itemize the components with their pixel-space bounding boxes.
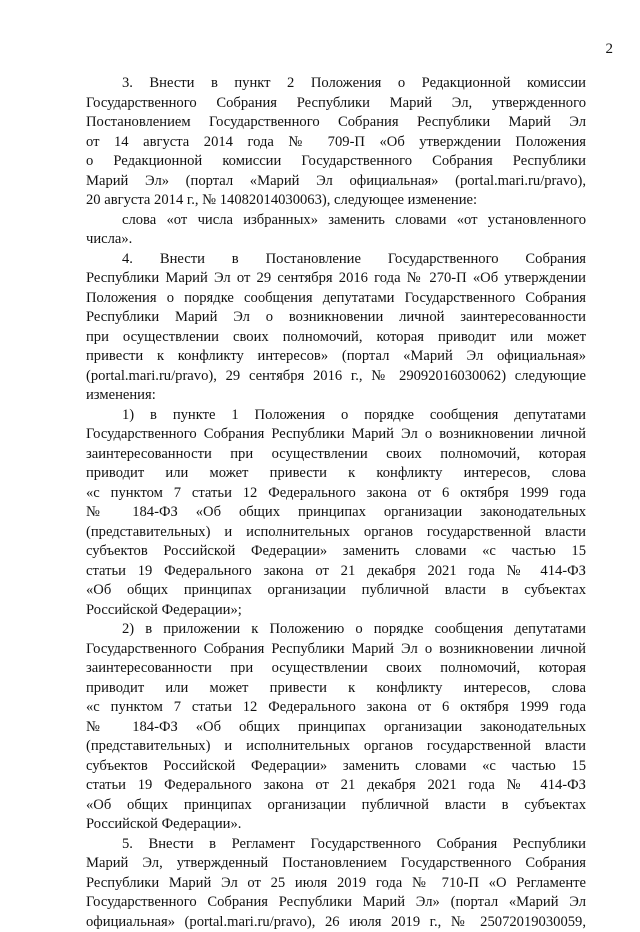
text-line: приводит или может привести к конфликту интересов, слова — [86, 464, 586, 484]
text-line: Республики Марий Эл от 29 сентября 2016 года № 270-П «Об утверждении — [86, 269, 586, 289]
text-line: (представительных) и исполнительных органов государственной власти — [86, 737, 586, 757]
text-line: «Об общих принципах организации публичной власти в субъектах — [86, 581, 586, 601]
text-line: статьи 19 Федерального закона от 21 декабря 2021 года № 414-ФЗ — [86, 776, 586, 796]
text-line: 20 августа 2014 г., № 14082014030063), следующее изменение: — [86, 191, 586, 211]
text-line: Положения о порядке сообщения депутатами Государственного Собрания — [86, 289, 586, 309]
text-line: Республики Марий Эл от 25 июля 2019 года № 710-П «О Регламенте — [86, 874, 586, 894]
text-line: привести к конфликту интересов» (портал «Марий Эл официальная» — [86, 347, 586, 367]
text-line: Марий Эл, утвержденный Постановлением Государственного Собрания — [86, 854, 586, 874]
page-number: 2 — [606, 41, 614, 57]
text-line: Марий Эл» (портал «Марий Эл официальная» (portal.mari.ru/pravo), — [86, 172, 586, 192]
text-line: Государственного Собрания Республики Марий Эл» (портал «Марий Эл — [86, 893, 586, 913]
text-line: субъектов Российской Федерации» заменить словами «с частью 15 — [86, 542, 586, 562]
text-line: 1) в пункте 1 Положения о порядке сообщения депутатами — [86, 406, 586, 426]
text-line: слова «от числа избранных» заменить словами «от установленного — [86, 211, 586, 231]
text-line: № 184-ФЗ «Об общих принципах организации законодательных — [86, 503, 586, 523]
text-line: «Об общих принципах организации публичной власти в субъектах — [86, 796, 586, 816]
text-line: Республики Марий Эл о возникновении личной заинтересованности — [86, 308, 586, 328]
text-line: Государственного Собрания Республики Марий Эл о возникновении личной — [86, 640, 586, 660]
text-line: (portal.mari.ru/pravo), 29 сентября 2016 г., № 29092016030062) следующие — [86, 367, 586, 387]
text-line: Государственного Собрания Республики Марий Эл, утвержденного — [86, 94, 586, 114]
text-line: Постановлением Государственного Собрания Республики Марий Эл — [86, 113, 586, 133]
text-line: «с пунктом 7 статьи 12 Федерального закона от 6 октября 1999 года — [86, 698, 586, 718]
text-line: при осуществлении своих полномочий, которая приводит или может — [86, 328, 586, 348]
text-line: 5. Внести в Регламент Государственного Собрания Республики — [86, 835, 586, 855]
text-line: № 184-ФЗ «Об общих принципах организации законодательных — [86, 718, 586, 738]
text-line: изменения: — [86, 386, 586, 406]
text-line: 2) в приложении к Положению о порядке сообщения депутатами — [86, 620, 586, 640]
text-line: «с пунктом 7 статьи 12 Федерального закона от 6 октября 1999 года — [86, 484, 586, 504]
document-body — [86, 74, 586, 932]
text-line: статьи 19 Федерального закона от 21 декабря 2021 года № 414-ФЗ — [86, 562, 586, 582]
text-line: 3. Внести в пункт 2 Положения о Редакционной комиссии — [86, 74, 586, 94]
text-line: официальная» (portal.mari.ru/pravo), 26 июля 2019 г., № 25072019030059, — [86, 913, 586, 932]
text-line: заинтересованности при осуществлении своих полномочий, которая — [86, 659, 586, 679]
text-line: Российской Федерации». — [86, 815, 586, 835]
text-line: Государственного Собрания Республики Марий Эл о возникновении личной — [86, 425, 586, 445]
text-line: числа». — [86, 230, 586, 250]
text-line: субъектов Российской Федерации» заменить словами «с частью 15 — [86, 757, 586, 777]
text-line: заинтересованности при осуществлении своих полномочий, которая — [86, 445, 586, 465]
text-line: от 14 августа 2014 года № 709-П «Об утверждении Положения — [86, 133, 586, 153]
text-line: о Редакционной комиссии Государственного Собрания Республики — [86, 152, 586, 172]
text-line: приводит или может привести к конфликту интересов, слова — [86, 679, 586, 699]
text-line: (представительных) и исполнительных органов государственной власти — [86, 523, 586, 543]
text-line: Российской Федерации»; — [86, 601, 586, 621]
text-line: 4. Внести в Постановление Государственного Собрания — [86, 250, 586, 270]
